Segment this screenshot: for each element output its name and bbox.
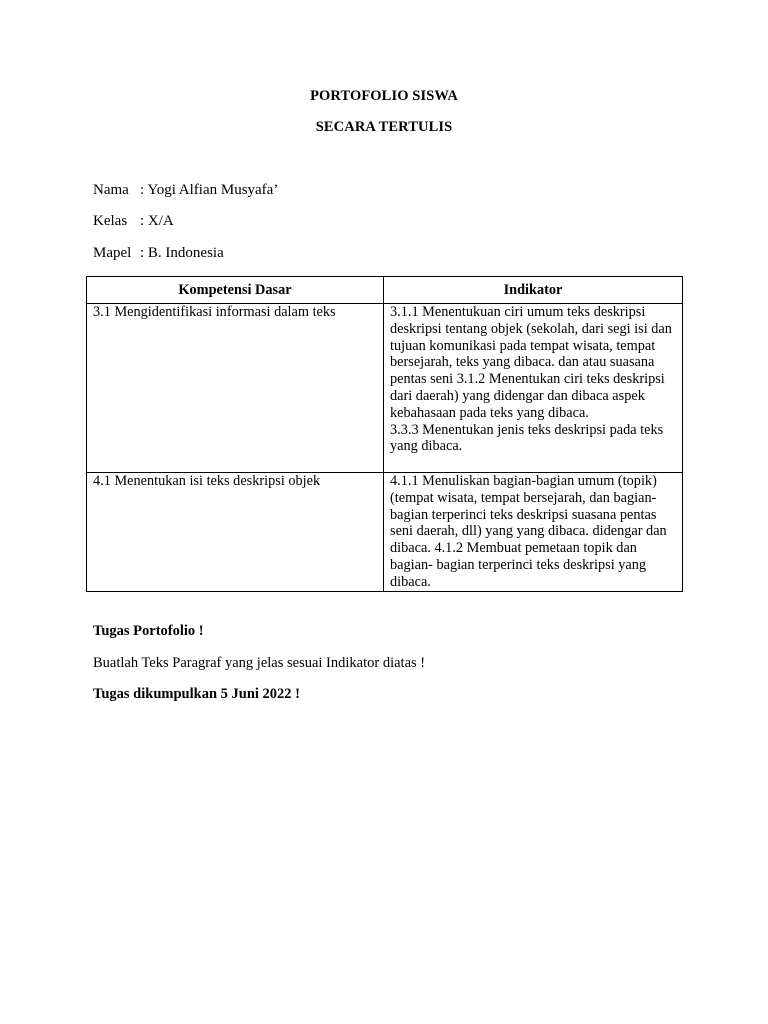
assignment-heading: Tugas Portofolio ! xyxy=(93,623,204,639)
kd-cell: 4.1 Menentukan isi teks deskripsi objek xyxy=(87,473,384,592)
indicator-cell xyxy=(384,473,683,592)
name-value: : Yogi Alfian Musyafa’ xyxy=(140,182,279,198)
table-row xyxy=(87,304,683,473)
indicator-text: 4.1.1 Menuliskan bagian-bagian umum (topik) (tempat wisata, tempat bersejarah, dan bagian-bagian terperinci teks deskripsi suasana pentas seni daerah, dll) yang yang dibaca. didengar dan dibaca. 4.1.2 Membuat pemetaan topik dan bagian- bagian terperinci teks deskripsi yang dibaca. xyxy=(390,473,667,590)
kd-cell: 3.1 Mengidentifikasi informasi dalam teks xyxy=(87,304,384,473)
competency-table xyxy=(86,276,683,592)
assignment-deadline: Tugas dikumpulkan 5 Juni 2022 ! xyxy=(93,686,300,702)
document-subtitle: SECARA TERTULIS xyxy=(315,119,453,135)
name-label: Nama xyxy=(93,182,129,198)
subject-value: : B. Indonesia xyxy=(140,245,224,261)
table-header-row xyxy=(87,277,683,304)
table-row xyxy=(87,473,683,592)
student-subject-field xyxy=(93,245,224,262)
header-kompetensi-dasar: Kompetensi Dasar xyxy=(87,277,384,304)
student-name-field xyxy=(93,182,278,199)
indicator-text: 3.1.1 Menentukuan ciri umum teks deskripsi deskripsi tentang objek (sekolah, dari segi isi dan tujuan komunikasi pada tempat wisata, tempat bersejarah, teks yang dibaca. dan atau suasana pentas seni 3.1.2 Menentukan ciri teks deskripsi dari daerah) yang didengar dan dibaca aspek kebahasaan pada teks yang dibaca. xyxy=(390,304,672,421)
header-indikator: Indikator xyxy=(384,277,683,304)
student-class-field xyxy=(93,213,174,230)
class-label: Kelas xyxy=(93,213,128,229)
class-value: : X/A xyxy=(140,213,174,229)
indicator-cell xyxy=(384,304,683,473)
indicator-text: 3.3.3 Menentukan jenis teks deskripsi pada teks yang dibaca. xyxy=(390,421,664,455)
subject-label: Mapel xyxy=(93,245,132,261)
document-title: PORTOFOLIO SISWA xyxy=(310,88,458,104)
assignment-instruction: Buatlah Teks Paragraf yang jelas sesuai Indikator diatas ! xyxy=(93,655,426,671)
